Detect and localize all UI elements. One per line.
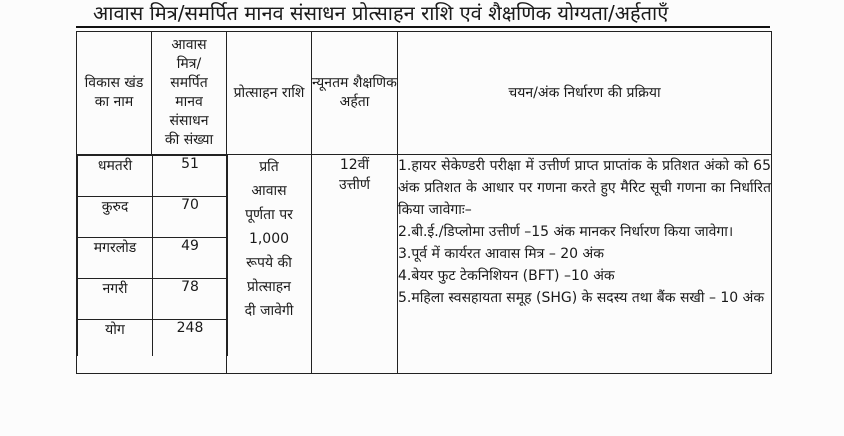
incentive-line: आवास	[251, 183, 287, 199]
block-count-subtable	[77, 155, 228, 356]
block-name: कुरुद	[78, 197, 153, 238]
qualification-cell	[312, 155, 398, 374]
table-row	[78, 197, 228, 238]
page-title: आवास मित्र/समर्पित मानव संसाधन प्रोत्साहन राशि एवं शैक्षणिक योग्यता/अर्हताएँ	[93, 1, 669, 25]
incentive-line: पूर्णता पर	[245, 207, 293, 223]
qualification-line: 12वीं	[339, 157, 370, 173]
block-count-cell	[77, 155, 227, 374]
incentive-line: रूपये की	[246, 255, 292, 271]
total-count: 248	[153, 320, 228, 357]
block-name: नगरी	[78, 279, 153, 320]
process-item: 5.महिला स्वसहायता समूह (SHG) के सदस्य तथा बैंक सखी – 10 अंक	[398, 290, 765, 306]
incentive-table	[76, 31, 772, 374]
incentive-line: प्रति	[259, 159, 279, 175]
block-count: 78	[153, 279, 228, 320]
incentive-line: दी जावेगी	[244, 303, 294, 319]
header-block-name: विकास खंड का नाम	[77, 32, 152, 155]
process-item: 3.पूर्व में कार्यरत आवास मित्र – 20 अंक	[398, 246, 604, 262]
incentive-line: प्रोत्साहन	[247, 279, 291, 295]
header-qualification: न्यूनतम शैक्षणिक अर्हता	[312, 32, 398, 155]
title-underline	[76, 26, 770, 28]
table-row	[78, 238, 228, 279]
process-item: 1.हायर सेकेण्डरी परीक्षा में उत्तीर्ण प्राप्त प्राप्तांक के प्रतिशत अंको को 65 अंक प्रतिशत के आधार पर गणना करते हुए मैरिट सूची गणना का निर्धारित किया जावेगाः–	[398, 158, 771, 218]
header-count: आवास मित्र/ समर्पित मानव संसाधन की संख्या	[152, 32, 227, 155]
table-row	[78, 156, 228, 197]
block-count: 49	[153, 238, 228, 279]
block-count: 51	[153, 156, 228, 197]
incentive-line: 1,000	[248, 231, 290, 247]
header-process: चयन/अंक निर्धारण की प्रक्रिया	[398, 32, 772, 155]
header-incentive: प्रोत्साहन राशि	[227, 32, 312, 155]
table-row	[78, 279, 228, 320]
block-name: धमतरी	[78, 156, 153, 197]
process-cell	[398, 155, 772, 374]
qualification-line: उत्तीर्ण	[338, 177, 371, 193]
process-item: 2.बी.ई./डिप्लोमा उत्तीर्ण –15 अंक मानकर निर्धारण किया जावेगा।	[398, 224, 734, 240]
process-item: 4.बेयर फुट टेकनिशियन (BFT) –10 अंक	[398, 268, 615, 284]
block-name: मगरलोड	[78, 238, 153, 279]
total-row	[78, 320, 228, 357]
block-count: 70	[153, 197, 228, 238]
total-label: योग	[78, 320, 153, 357]
incentive-cell	[227, 155, 312, 374]
